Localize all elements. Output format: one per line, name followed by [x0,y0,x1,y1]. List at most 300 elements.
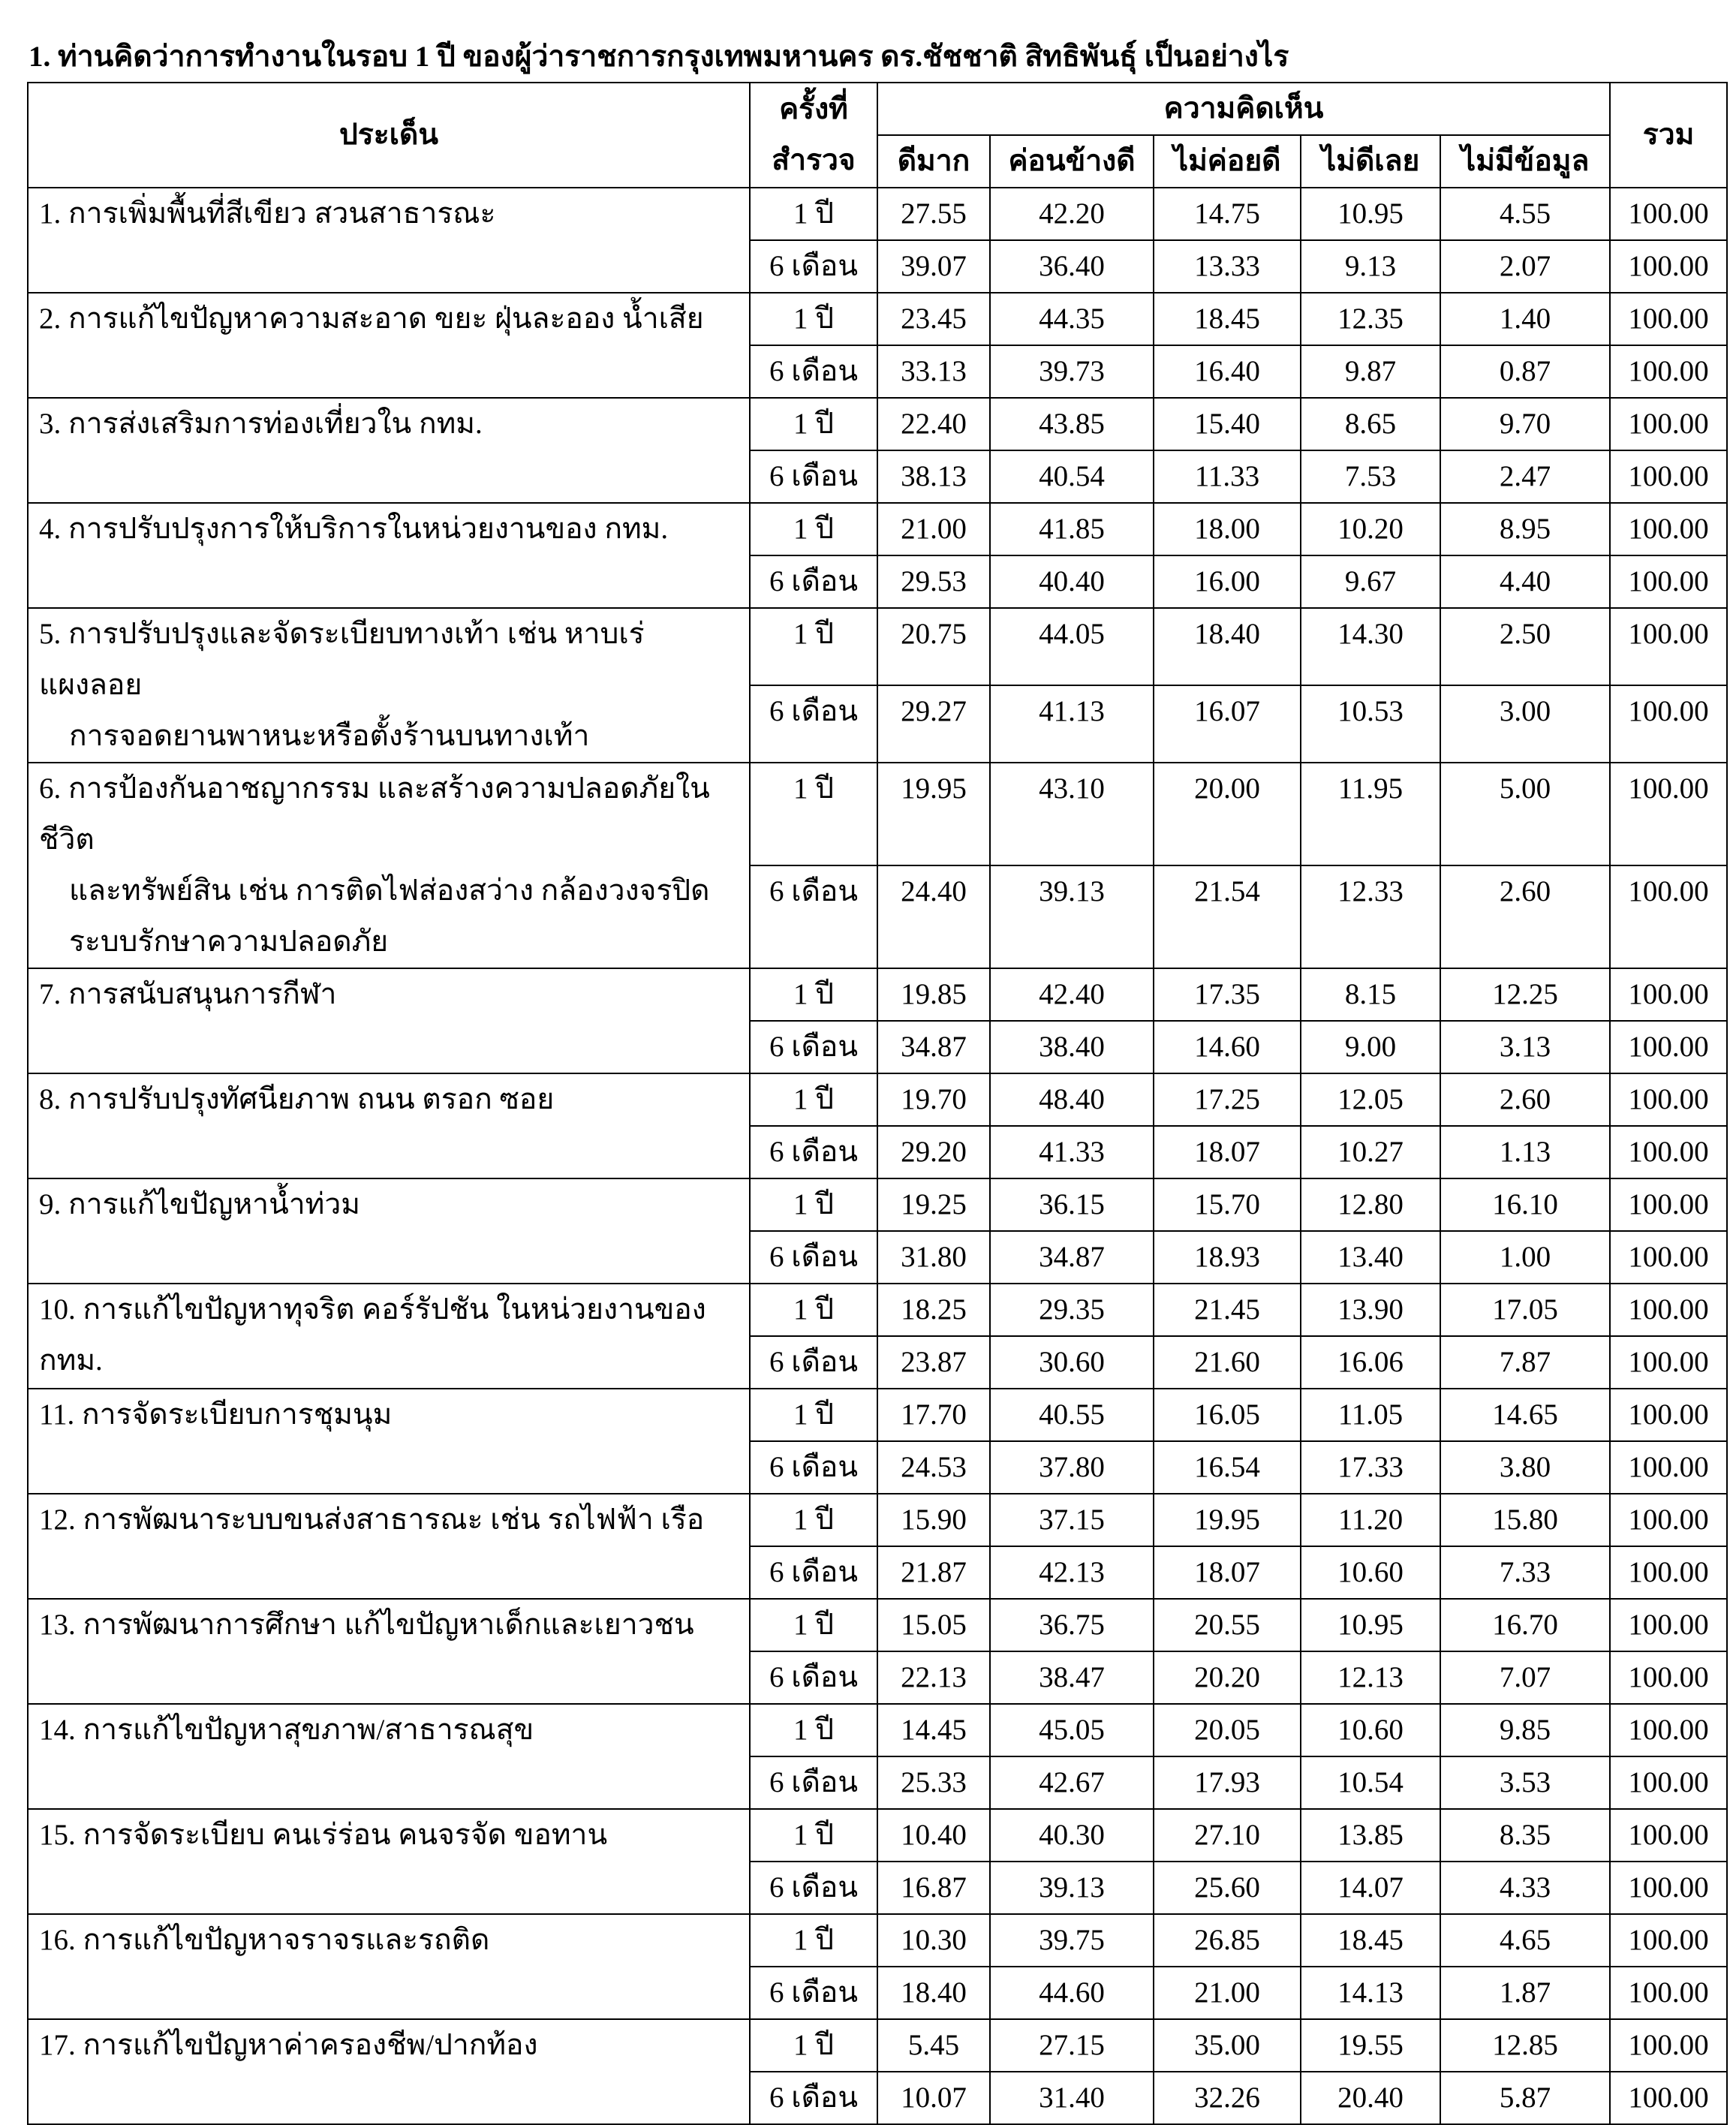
value-cell: 16.70 [1440,1599,1610,1651]
header-survey-line2: สำรวจ [772,144,856,176]
issue-text: 12. การพัฒนาระบบขนส่งสาธารณะ เช่น รถไฟฟ้า เรือ [39,1503,705,1536]
value-cell: 16.87 [877,1862,990,1914]
table-row [28,503,1727,555]
survey-table [27,82,1728,2125]
value-cell: 38.40 [990,1021,1154,1073]
value-cell: 21.00 [877,503,990,555]
table-row [28,1284,1727,1336]
value-cell: 8.65 [1301,398,1440,450]
header-col-fairly-good: ค่อนข้างดี [990,135,1154,188]
value-cell: 40.40 [990,555,1154,608]
value-cell: 45.05 [990,1704,1154,1756]
table-row [28,398,1727,450]
survey-round-cell: 1 ปี [750,398,877,450]
issue-cell [28,1073,750,1178]
table-row [28,1494,1727,1546]
value-cell: 1.00 [1440,1231,1610,1284]
value-cell: 14.75 [1154,188,1301,240]
total-cell: 100.00 [1610,1651,1727,1704]
value-cell: 41.13 [990,685,1154,763]
total-cell: 100.00 [1610,1494,1727,1546]
value-cell: 4.55 [1440,188,1610,240]
issue-text: 17. การแก้ไขปัญหาค่าครองชีพ/ปากท้อง [39,2029,538,2061]
value-cell: 4.40 [1440,555,1610,608]
value-cell: 41.85 [990,503,1154,555]
total-cell: 100.00 [1610,293,1727,345]
value-cell: 44.60 [990,1967,1154,2019]
value-cell: 2.60 [1440,865,1610,968]
issue-text: การจอดยานพาหนะหรือตั้งร้านบนทางเท้า [69,720,590,752]
value-cell: 11.95 [1301,763,1440,865]
value-cell: 15.80 [1440,1494,1610,1546]
total-cell: 100.00 [1610,240,1727,293]
value-cell: 10.20 [1301,503,1440,555]
value-cell: 15.05 [877,1599,990,1651]
issue-text: 11. การจัดระเบียบการชุมนุม [39,1398,393,1431]
value-cell: 42.67 [990,1756,1154,1809]
header-issue: ประเด็น [28,83,750,188]
issue-text: 3. การส่งเสริมการท่องเที่ยวใน กทม. [39,408,483,440]
value-cell: 10.95 [1301,1599,1440,1651]
survey-round-cell: 1 ปี [750,608,877,685]
value-cell: 21.00 [1154,1967,1301,2019]
issue-cell [28,398,750,503]
value-cell: 14.07 [1301,1862,1440,1914]
survey-round-cell: 1 ปี [750,1178,877,1231]
total-cell: 100.00 [1610,1126,1727,1178]
issue-text: 6. การป้องกันอาชญากรรม และสร้างความปลอดภัยในชีวิต [39,772,710,856]
survey-round-cell: 6 เดือน [750,1546,877,1599]
value-cell: 17.33 [1301,1441,1440,1494]
value-cell: 2.07 [1440,240,1610,293]
value-cell: 16.06 [1301,1336,1440,1389]
value-cell: 9.00 [1301,1021,1440,1073]
value-cell: 18.40 [877,1967,990,2019]
value-cell: 3.53 [1440,1756,1610,1809]
table-row [28,763,1727,865]
value-cell: 9.85 [1440,1704,1610,1756]
survey-round-cell: 1 ปี [750,1809,877,1862]
value-cell: 40.55 [990,1389,1154,1441]
value-cell: 7.07 [1440,1651,1610,1704]
header-col-no-info: ไม่มีข้อมูล [1440,135,1610,188]
total-cell: 100.00 [1610,968,1727,1021]
value-cell: 25.60 [1154,1862,1301,1914]
value-cell: 9.67 [1301,555,1440,608]
issue-text: 2. การแก้ไขปัญหาความสะอาด ขยะ ฝุ่นละออง น้ำเสีย [39,302,704,335]
total-cell: 100.00 [1610,1336,1727,1389]
value-cell: 12.33 [1301,865,1440,968]
issue-text: 8. การปรับปรุงทัศนียภาพ ถนน ตรอก ซอย [39,1083,555,1115]
issue-text: 1. การเพิ่มพื้นที่สีเขียว สวนสาธารณะ [39,197,496,230]
value-cell: 16.10 [1440,1178,1610,1231]
value-cell: 26.85 [1154,1914,1301,1967]
header-col-very-good: ดีมาก [877,135,990,188]
survey-round-cell: 6 เดือน [750,865,877,968]
value-cell: 27.10 [1154,1809,1301,1862]
total-cell: 100.00 [1610,608,1727,685]
value-cell: 16.00 [1154,555,1301,608]
value-cell: 12.13 [1301,1651,1440,1704]
table-body [28,188,1727,2124]
issue-cell [28,608,750,763]
value-cell: 22.40 [877,398,990,450]
value-cell: 10.40 [877,1809,990,1862]
value-cell: 5.45 [877,2019,990,2072]
value-cell: 20.55 [1154,1599,1301,1651]
survey-round-cell: 1 ปี [750,1914,877,1967]
value-cell: 42.13 [990,1546,1154,1599]
survey-round-cell: 1 ปี [750,763,877,865]
survey-round-cell: 6 เดือน [750,345,877,398]
survey-round-cell: 6 เดือน [750,1441,877,1494]
value-cell: 29.27 [877,685,990,763]
total-cell: 100.00 [1610,1756,1727,1809]
total-cell: 100.00 [1610,2072,1727,2124]
value-cell: 2.47 [1440,450,1610,503]
total-cell: 100.00 [1610,1284,1727,1336]
value-cell: 18.07 [1154,1126,1301,1178]
value-cell: 44.35 [990,293,1154,345]
value-cell: 34.87 [990,1231,1154,1284]
total-cell: 100.00 [1610,345,1727,398]
value-cell: 20.05 [1154,1704,1301,1756]
table-row [28,1389,1727,1441]
total-cell: 100.00 [1610,2019,1727,2072]
header-survey [750,83,877,188]
issue-cell [28,1494,750,1599]
value-cell: 17.93 [1154,1756,1301,1809]
value-cell: 39.73 [990,345,1154,398]
value-cell: 2.50 [1440,608,1610,685]
total-cell: 100.00 [1610,1021,1727,1073]
total-cell: 100.00 [1610,398,1727,450]
value-cell: 16.40 [1154,345,1301,398]
table-header [28,83,1727,188]
value-cell: 21.60 [1154,1336,1301,1389]
value-cell: 39.13 [990,865,1154,968]
table-row [28,293,1727,345]
value-cell: 43.10 [990,763,1154,865]
value-cell: 3.00 [1440,685,1610,763]
value-cell: 2.60 [1440,1073,1610,1126]
total-cell: 100.00 [1610,865,1727,968]
value-cell: 17.35 [1154,968,1301,1021]
value-cell: 19.25 [877,1178,990,1231]
survey-round-cell: 6 เดือน [750,450,877,503]
value-cell: 9.87 [1301,345,1440,398]
value-cell: 15.70 [1154,1178,1301,1231]
issue-cell [28,503,750,608]
value-cell: 1.40 [1440,293,1610,345]
value-cell: 10.30 [877,1914,990,1967]
table-row [28,608,1727,685]
table-row [28,1599,1727,1651]
value-cell: 42.40 [990,968,1154,1021]
value-cell: 5.87 [1440,2072,1610,2124]
value-cell: 19.95 [877,763,990,865]
total-cell: 100.00 [1610,685,1727,763]
value-cell: 13.40 [1301,1231,1440,1284]
value-cell: 3.80 [1440,1441,1610,1494]
value-cell: 18.45 [1154,293,1301,345]
total-cell: 100.00 [1610,1389,1727,1441]
value-cell: 29.35 [990,1284,1154,1336]
survey-round-cell: 6 เดือน [750,555,877,608]
value-cell: 18.93 [1154,1231,1301,1284]
issue-text: 15. การจัดระเบียบ คนเร่ร่อน คนจรจัด ขอทาน [39,1819,608,1851]
issue-text: 13. การพัฒนาการศึกษา แก้ไขปัญหาเด็กและเยาวชน [39,1609,694,1641]
value-cell: 4.33 [1440,1862,1610,1914]
value-cell: 18.00 [1154,503,1301,555]
value-cell: 23.87 [877,1336,990,1389]
issue-text: 5. การปรับปรุงและจัดระเบียบทางเท้า เช่น หาบเร่แผงลอย [39,618,645,701]
value-cell: 36.40 [990,240,1154,293]
value-cell: 29.20 [877,1126,990,1178]
issue-cell [28,1914,750,2019]
value-cell: 14.65 [1440,1389,1610,1441]
value-cell: 7.53 [1301,450,1440,503]
value-cell: 24.40 [877,865,990,968]
value-cell: 14.60 [1154,1021,1301,1073]
survey-round-cell: 6 เดือน [750,240,877,293]
value-cell: 11.33 [1154,450,1301,503]
value-cell: 5.00 [1440,763,1610,865]
value-cell: 20.20 [1154,1651,1301,1704]
value-cell: 13.33 [1154,240,1301,293]
issue-cell [28,1599,750,1704]
issue-cell [28,1178,750,1284]
value-cell: 17.05 [1440,1284,1610,1336]
table-row [28,1704,1727,1756]
table-row [28,1178,1727,1231]
issue-text: 16. การแก้ไขปัญหาจราจรและรถติด [39,1924,490,1956]
survey-round-cell: 1 ปี [750,1284,877,1336]
issue-text: 7. การสนับสนุนการกีฬา [39,978,337,1010]
value-cell: 9.13 [1301,240,1440,293]
value-cell: 10.27 [1301,1126,1440,1178]
value-cell: 17.70 [877,1389,990,1441]
value-cell: 21.54 [1154,865,1301,968]
issue-cell [28,188,750,293]
value-cell: 4.65 [1440,1914,1610,1967]
total-cell: 100.00 [1610,763,1727,865]
value-cell: 19.85 [877,968,990,1021]
issue-text: ระบบรักษาความปลอดภัย [69,926,389,958]
total-cell: 100.00 [1610,1546,1727,1599]
value-cell: 10.53 [1301,685,1440,763]
value-cell: 14.13 [1301,1967,1440,2019]
page-title: 1. ท่านคิดว่าการทำงานในรอบ 1 ปี ของผู้ว่าราชการกรุงเทพมหานคร ดร.ชัชชาติ สิทธิพันธุ์ เป็นอย่างไร [29,41,1289,73]
value-cell: 13.90 [1301,1284,1440,1336]
issue-cell [28,968,750,1073]
value-cell: 0.87 [1440,345,1610,398]
survey-round-cell: 1 ปี [750,1599,877,1651]
value-cell: 19.55 [1301,2019,1440,2072]
value-cell: 18.25 [877,1284,990,1336]
value-cell: 40.30 [990,1809,1154,1862]
header-col-bad: ไม่ดีเลย [1301,135,1440,188]
issue-text: 14. การแก้ไขปัญหาสุขภาพ/สาธารณสุข [39,1714,534,1746]
issue-cell [28,763,750,968]
header-total: รวม [1610,83,1727,188]
value-cell: 36.75 [990,1599,1154,1651]
value-cell: 38.13 [877,450,990,503]
value-cell: 24.53 [877,1441,990,1494]
value-cell: 12.85 [1440,2019,1610,2072]
value-cell: 12.35 [1301,293,1440,345]
value-cell: 1.87 [1440,1967,1610,2019]
value-cell: 7.87 [1440,1336,1610,1389]
value-cell: 20.40 [1301,2072,1440,2124]
table-row [28,968,1727,1021]
issue-cell [28,2019,750,2124]
value-cell: 37.80 [990,1441,1154,1494]
value-cell: 12.25 [1440,968,1610,1021]
value-cell: 32.26 [1154,2072,1301,2124]
value-cell: 20.00 [1154,763,1301,865]
value-cell: 31.40 [990,2072,1154,2124]
table-row [28,188,1727,240]
survey-round-cell: 1 ปี [750,968,877,1021]
issue-cell [28,1704,750,1809]
survey-round-cell: 1 ปี [750,188,877,240]
survey-round-cell: 6 เดือน [750,2072,877,2124]
survey-round-cell: 1 ปี [750,503,877,555]
issue-text: 4. การปรับปรุงการให้บริการในหน่วยงานของ กทม. [39,513,669,545]
value-cell: 31.80 [877,1231,990,1284]
value-cell: 34.87 [877,1021,990,1073]
issue-text: 10. การแก้ไขปัญหาทุจริต คอร์รัปชัน ในหน่วยงานของ กทม. [39,1293,706,1377]
value-cell: 43.85 [990,398,1154,450]
value-cell: 30.60 [990,1336,1154,1389]
total-cell: 100.00 [1610,1178,1727,1231]
value-cell: 10.60 [1301,1546,1440,1599]
total-cell: 100.00 [1610,555,1727,608]
total-cell: 100.00 [1610,450,1727,503]
value-cell: 12.05 [1301,1073,1440,1126]
header-survey-line1: ครั้งที่ [779,93,848,125]
value-cell: 17.25 [1154,1073,1301,1126]
value-cell: 21.87 [877,1546,990,1599]
value-cell: 11.05 [1301,1389,1440,1441]
survey-round-cell: 1 ปี [750,293,877,345]
value-cell: 15.40 [1154,398,1301,450]
survey-round-cell: 1 ปี [750,1494,877,1546]
total-cell: 100.00 [1610,1809,1727,1862]
value-cell: 22.13 [877,1651,990,1704]
issue-cell [28,293,750,398]
survey-round-cell: 1 ปี [750,1389,877,1441]
value-cell: 7.33 [1440,1546,1610,1599]
value-cell: 16.54 [1154,1441,1301,1494]
value-cell: 19.70 [877,1073,990,1126]
value-cell: 37.15 [990,1494,1154,1546]
value-cell: 39.07 [877,240,990,293]
issue-cell [28,1284,750,1389]
value-cell: 38.47 [990,1651,1154,1704]
header-col-not-good: ไม่ค่อยดี [1154,135,1301,188]
value-cell: 15.90 [877,1494,990,1546]
value-cell: 21.45 [1154,1284,1301,1336]
header-opinion: ความคิดเห็น [877,83,1610,135]
value-cell: 41.33 [990,1126,1154,1178]
value-cell: 36.15 [990,1178,1154,1231]
issue-text: และทรัพย์สิน เช่น การติดไฟส่องสว่าง กล้องวงจรปิด [69,874,710,907]
total-cell: 100.00 [1610,1231,1727,1284]
value-cell: 8.35 [1440,1809,1610,1862]
total-cell: 100.00 [1610,1704,1727,1756]
value-cell: 33.13 [877,345,990,398]
value-cell: 1.13 [1440,1126,1610,1178]
value-cell: 16.05 [1154,1389,1301,1441]
issue-cell [28,1389,750,1494]
value-cell: 44.05 [990,608,1154,685]
value-cell: 8.95 [1440,503,1610,555]
value-cell: 14.30 [1301,608,1440,685]
survey-round-cell: 6 เดือน [750,1967,877,2019]
value-cell: 18.40 [1154,608,1301,685]
value-cell: 10.07 [877,2072,990,2124]
value-cell: 18.07 [1154,1546,1301,1599]
value-cell: 10.54 [1301,1756,1440,1809]
value-cell: 12.80 [1301,1178,1440,1231]
value-cell: 29.53 [877,555,990,608]
value-cell: 42.20 [990,188,1154,240]
survey-round-cell: 6 เดือน [750,1126,877,1178]
total-cell: 100.00 [1610,1599,1727,1651]
survey-round-cell: 6 เดือน [750,1756,877,1809]
value-cell: 27.15 [990,2019,1154,2072]
table-row [28,1809,1727,1862]
total-cell: 100.00 [1610,503,1727,555]
value-cell: 27.55 [877,188,990,240]
total-cell: 100.00 [1610,1441,1727,1494]
value-cell: 23.45 [877,293,990,345]
value-cell: 20.75 [877,608,990,685]
total-cell: 100.00 [1610,188,1727,240]
total-cell: 100.00 [1610,1914,1727,1967]
table-row [28,2019,1727,2072]
value-cell: 16.07 [1154,685,1301,763]
value-cell: 35.00 [1154,2019,1301,2072]
value-cell: 18.45 [1301,1914,1440,1967]
issue-cell [28,1809,750,1914]
value-cell: 48.40 [990,1073,1154,1126]
value-cell: 13.85 [1301,1809,1440,1862]
table-row [28,1073,1727,1126]
value-cell: 39.75 [990,1914,1154,1967]
survey-round-cell: 6 เดือน [750,1021,877,1073]
total-cell: 100.00 [1610,1073,1727,1126]
survey-round-cell: 1 ปี [750,1073,877,1126]
value-cell: 9.70 [1440,398,1610,450]
survey-round-cell: 1 ปี [750,2019,877,2072]
survey-round-cell: 1 ปี [750,1704,877,1756]
value-cell: 8.15 [1301,968,1440,1021]
value-cell: 19.95 [1154,1494,1301,1546]
issue-text: 9. การแก้ไขปัญหาน้ำท่วม [39,1188,360,1221]
total-cell: 100.00 [1610,1967,1727,2019]
total-cell: 100.00 [1610,1862,1727,1914]
value-cell: 40.54 [990,450,1154,503]
value-cell: 39.13 [990,1862,1154,1914]
value-cell: 11.20 [1301,1494,1440,1546]
survey-round-cell: 6 เดือน [750,1651,877,1704]
survey-round-cell: 6 เดือน [750,685,877,763]
table-row [28,1914,1727,1967]
survey-round-cell: 6 เดือน [750,1336,877,1389]
